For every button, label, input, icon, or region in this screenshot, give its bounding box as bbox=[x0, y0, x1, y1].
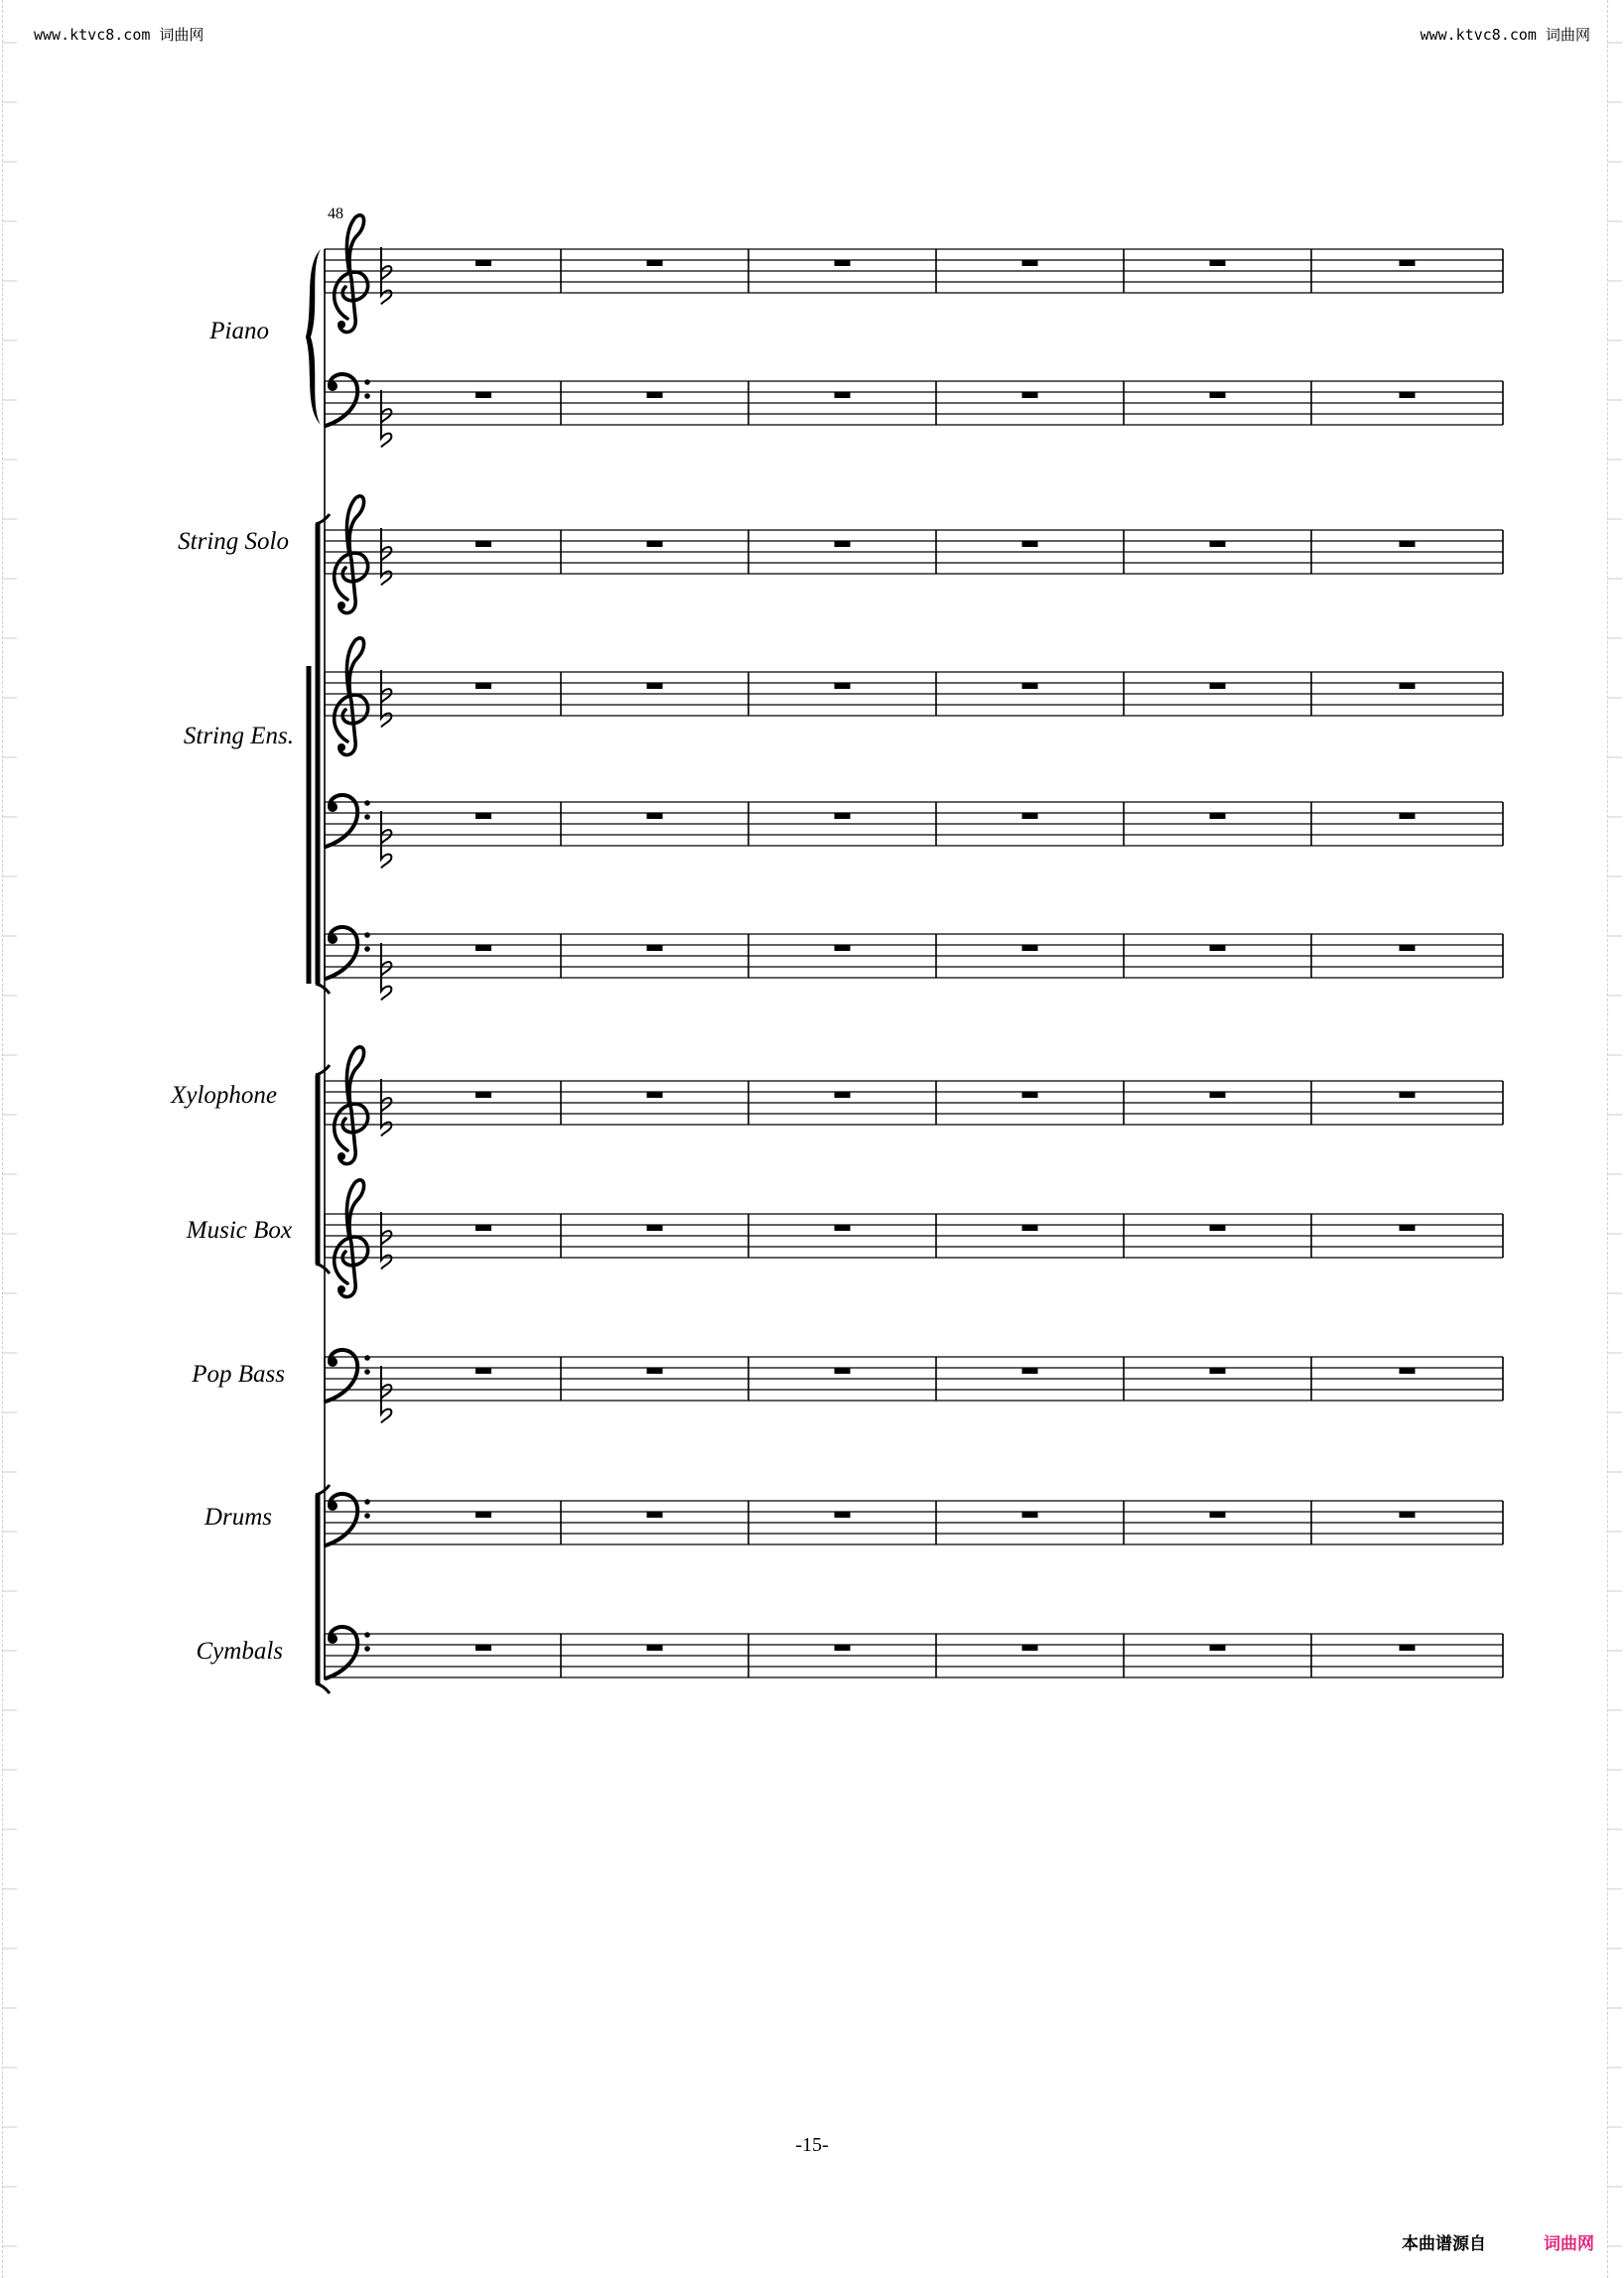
flat-sign-icon bbox=[381, 943, 391, 976]
header-site-left: www.ktvc8.com 词曲网 bbox=[34, 26, 204, 44]
whole-rest bbox=[1210, 392, 1226, 398]
footer-text: 本曲谱源自 bbox=[1402, 2234, 1486, 2254]
whole-rest bbox=[1022, 683, 1038, 689]
flat-sign-icon bbox=[381, 528, 391, 561]
bass-clef-icon bbox=[326, 795, 370, 847]
staff-10 bbox=[325, 1494, 1503, 1545]
bass-clef-icon bbox=[326, 1494, 370, 1545]
whole-rest bbox=[1210, 260, 1226, 266]
whole-rest bbox=[475, 392, 491, 398]
whole-rest bbox=[475, 945, 491, 951]
whole-rest bbox=[475, 1645, 491, 1651]
flat-sign-icon bbox=[381, 1212, 391, 1245]
flat-sign-icon bbox=[381, 670, 391, 703]
whole-rest bbox=[1022, 1092, 1038, 1098]
staff-8 bbox=[325, 1180, 1503, 1297]
whole-rest bbox=[1400, 1368, 1416, 1374]
whole-rest bbox=[1400, 1512, 1416, 1518]
instrument-label-xylophone: Xylophone bbox=[171, 1082, 277, 1109]
whole-rest bbox=[1210, 1225, 1226, 1231]
whole-rest bbox=[1210, 1645, 1226, 1651]
staff-11 bbox=[325, 1627, 1503, 1678]
whole-rest bbox=[1400, 683, 1416, 689]
footer-source bbox=[1402, 2229, 1594, 2254]
whole-rest bbox=[647, 1512, 663, 1518]
staff-3 bbox=[325, 496, 1503, 613]
instrument-label-piano: Piano bbox=[209, 318, 269, 344]
flat-sign-icon bbox=[381, 247, 391, 280]
whole-rest bbox=[475, 1225, 491, 1231]
flat-sign-icon bbox=[381, 1079, 391, 1112]
bass-clef-icon bbox=[326, 1350, 370, 1402]
flat-sign-icon bbox=[381, 390, 391, 423]
whole-rest bbox=[475, 541, 491, 547]
whole-rest bbox=[647, 1092, 663, 1098]
whole-rest bbox=[647, 541, 663, 547]
staff-4 bbox=[325, 638, 1503, 755]
instrument-label-music-box: Music Box bbox=[186, 1217, 292, 1244]
page-number: -15- bbox=[795, 2134, 829, 2156]
whole-rest bbox=[1400, 260, 1416, 266]
whole-rest bbox=[835, 1645, 851, 1651]
whole-rest bbox=[835, 945, 851, 951]
treble-clef-icon bbox=[335, 1180, 368, 1297]
whole-rest bbox=[1400, 1225, 1416, 1231]
whole-rest bbox=[835, 1368, 851, 1374]
bass-clef-icon bbox=[326, 374, 370, 426]
whole-rest bbox=[1400, 392, 1416, 398]
whole-rest bbox=[475, 1512, 491, 1518]
treble-clef-icon bbox=[335, 1047, 368, 1164]
whole-rest bbox=[1210, 1512, 1226, 1518]
whole-rest bbox=[1022, 1368, 1038, 1374]
whole-rest bbox=[835, 1225, 851, 1231]
treble-clef-icon bbox=[335, 638, 368, 755]
mallets-bracket bbox=[316, 1065, 330, 1273]
whole-rest bbox=[647, 392, 663, 398]
instrument-label-string-ens: String Ens. bbox=[183, 723, 294, 749]
header-site-right: www.ktvc8.com 词曲网 bbox=[1420, 26, 1590, 44]
whole-rest bbox=[835, 392, 851, 398]
flat-sign-icon bbox=[381, 1366, 391, 1399]
whole-rest bbox=[647, 1368, 663, 1374]
whole-rest bbox=[1210, 541, 1226, 547]
whole-rest bbox=[475, 260, 491, 266]
whole-rest bbox=[647, 945, 663, 951]
staff-9 bbox=[325, 1350, 1503, 1423]
whole-rest bbox=[1210, 683, 1226, 689]
whole-rest bbox=[475, 683, 491, 689]
staff-5 bbox=[325, 795, 1503, 869]
whole-rest bbox=[1210, 1092, 1226, 1098]
whole-rest bbox=[475, 813, 491, 819]
bass-clef-icon bbox=[326, 927, 370, 979]
instrument-label-cymbals: Cymbals bbox=[196, 1638, 283, 1665]
whole-rest bbox=[1400, 945, 1416, 951]
instrument-label-string-solo: String Solo bbox=[178, 528, 289, 555]
whole-rest bbox=[1022, 1225, 1038, 1231]
staff-6 bbox=[325, 927, 1503, 1001]
strings-bracket bbox=[316, 514, 330, 994]
whole-rest bbox=[647, 813, 663, 819]
whole-rest bbox=[647, 260, 663, 266]
whole-rest bbox=[1022, 392, 1038, 398]
whole-rest bbox=[1022, 813, 1038, 819]
whole-rest bbox=[647, 1645, 663, 1651]
whole-rest bbox=[835, 1092, 851, 1098]
whole-rest bbox=[1022, 541, 1038, 547]
instrument-label-drums: Drums bbox=[203, 1504, 272, 1531]
whole-rest bbox=[475, 1092, 491, 1098]
treble-clef-icon bbox=[335, 496, 368, 613]
whole-rest bbox=[835, 813, 851, 819]
staff-7 bbox=[325, 1047, 1503, 1164]
whole-rest bbox=[1400, 813, 1416, 819]
whole-rest bbox=[1210, 1368, 1226, 1374]
whole-rest bbox=[1400, 541, 1416, 547]
whole-rest bbox=[835, 683, 851, 689]
bass-clef-icon bbox=[326, 1627, 370, 1678]
flat-sign-icon bbox=[381, 811, 391, 844]
staff-1 bbox=[325, 215, 1503, 333]
whole-rest bbox=[835, 541, 851, 547]
whole-rest bbox=[1210, 945, 1226, 951]
staff-2 bbox=[325, 374, 1503, 448]
whole-rest bbox=[647, 1225, 663, 1231]
footer-brand: 词曲网 bbox=[1544, 2234, 1594, 2254]
treble-clef-icon bbox=[335, 215, 368, 333]
whole-rest bbox=[1210, 813, 1226, 819]
whole-rest bbox=[1022, 1512, 1038, 1518]
piano-brace bbox=[306, 249, 321, 425]
measure-number: 48 bbox=[328, 205, 343, 222]
whole-rest bbox=[1022, 945, 1038, 951]
whole-rest bbox=[835, 1512, 851, 1518]
whole-rest bbox=[835, 260, 851, 266]
whole-rest bbox=[1400, 1092, 1416, 1098]
instrument-label-pop-bass: Pop Bass bbox=[192, 1361, 285, 1388]
whole-rest bbox=[1400, 1645, 1416, 1651]
whole-rest bbox=[1022, 260, 1038, 266]
whole-rest bbox=[1022, 1645, 1038, 1651]
whole-rest bbox=[647, 683, 663, 689]
whole-rest bbox=[475, 1368, 491, 1374]
percussion-bracket bbox=[316, 1485, 330, 1693]
